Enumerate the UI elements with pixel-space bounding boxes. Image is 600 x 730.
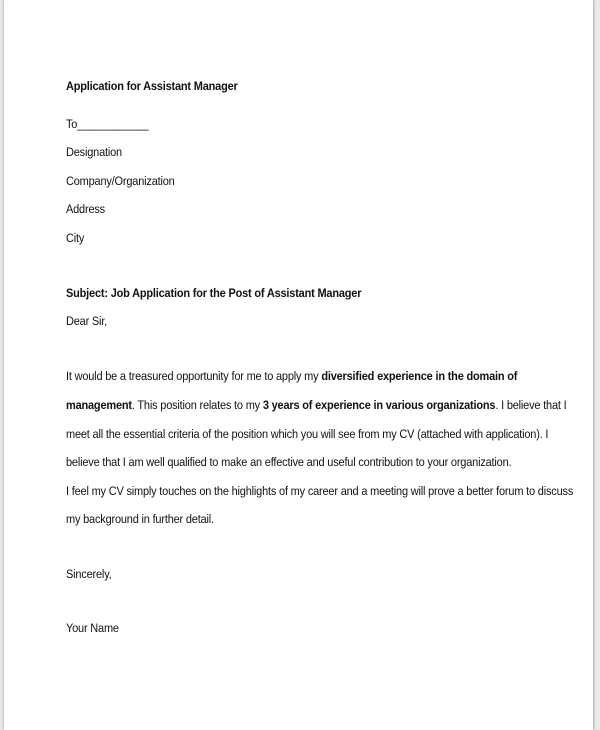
salutation: Dear Sir, (66, 314, 108, 328)
recipient-designation: Designation (66, 145, 122, 159)
body-line-3: meet all the essential criteria of the position which you will see from my CV (attached with application). I (66, 427, 549, 441)
recipient-to: To____________ (66, 117, 149, 131)
body-line-2: management. This position relates to my 3 years of experience in various organizations. I believe that I (66, 398, 567, 412)
closing: Sincerely, (66, 567, 112, 581)
body-line-1: It would be a treasured opportunity for me to apply my diversified experience in the domain of (66, 369, 518, 383)
subject-line: Subject: Job Application for the Post of Assistant Manager (66, 286, 362, 300)
document-page (4, 0, 593, 730)
recipient-company: Company/Organization (66, 174, 175, 188)
recipient-address: Address (66, 202, 105, 216)
letter-heading: Application for Assistant Manager (66, 79, 238, 93)
body-line-4: believe that I am well qualified to make an effective and useful contribution to your organization. (66, 455, 512, 469)
body-line-6: my background in further detail. (66, 512, 214, 526)
body-line-5: I feel my CV simply touches on the highlights of my career and a meeting will prove a better forum to discuss (66, 484, 574, 498)
recipient-city: City (66, 231, 85, 245)
signature-name: Your Name (66, 621, 119, 635)
